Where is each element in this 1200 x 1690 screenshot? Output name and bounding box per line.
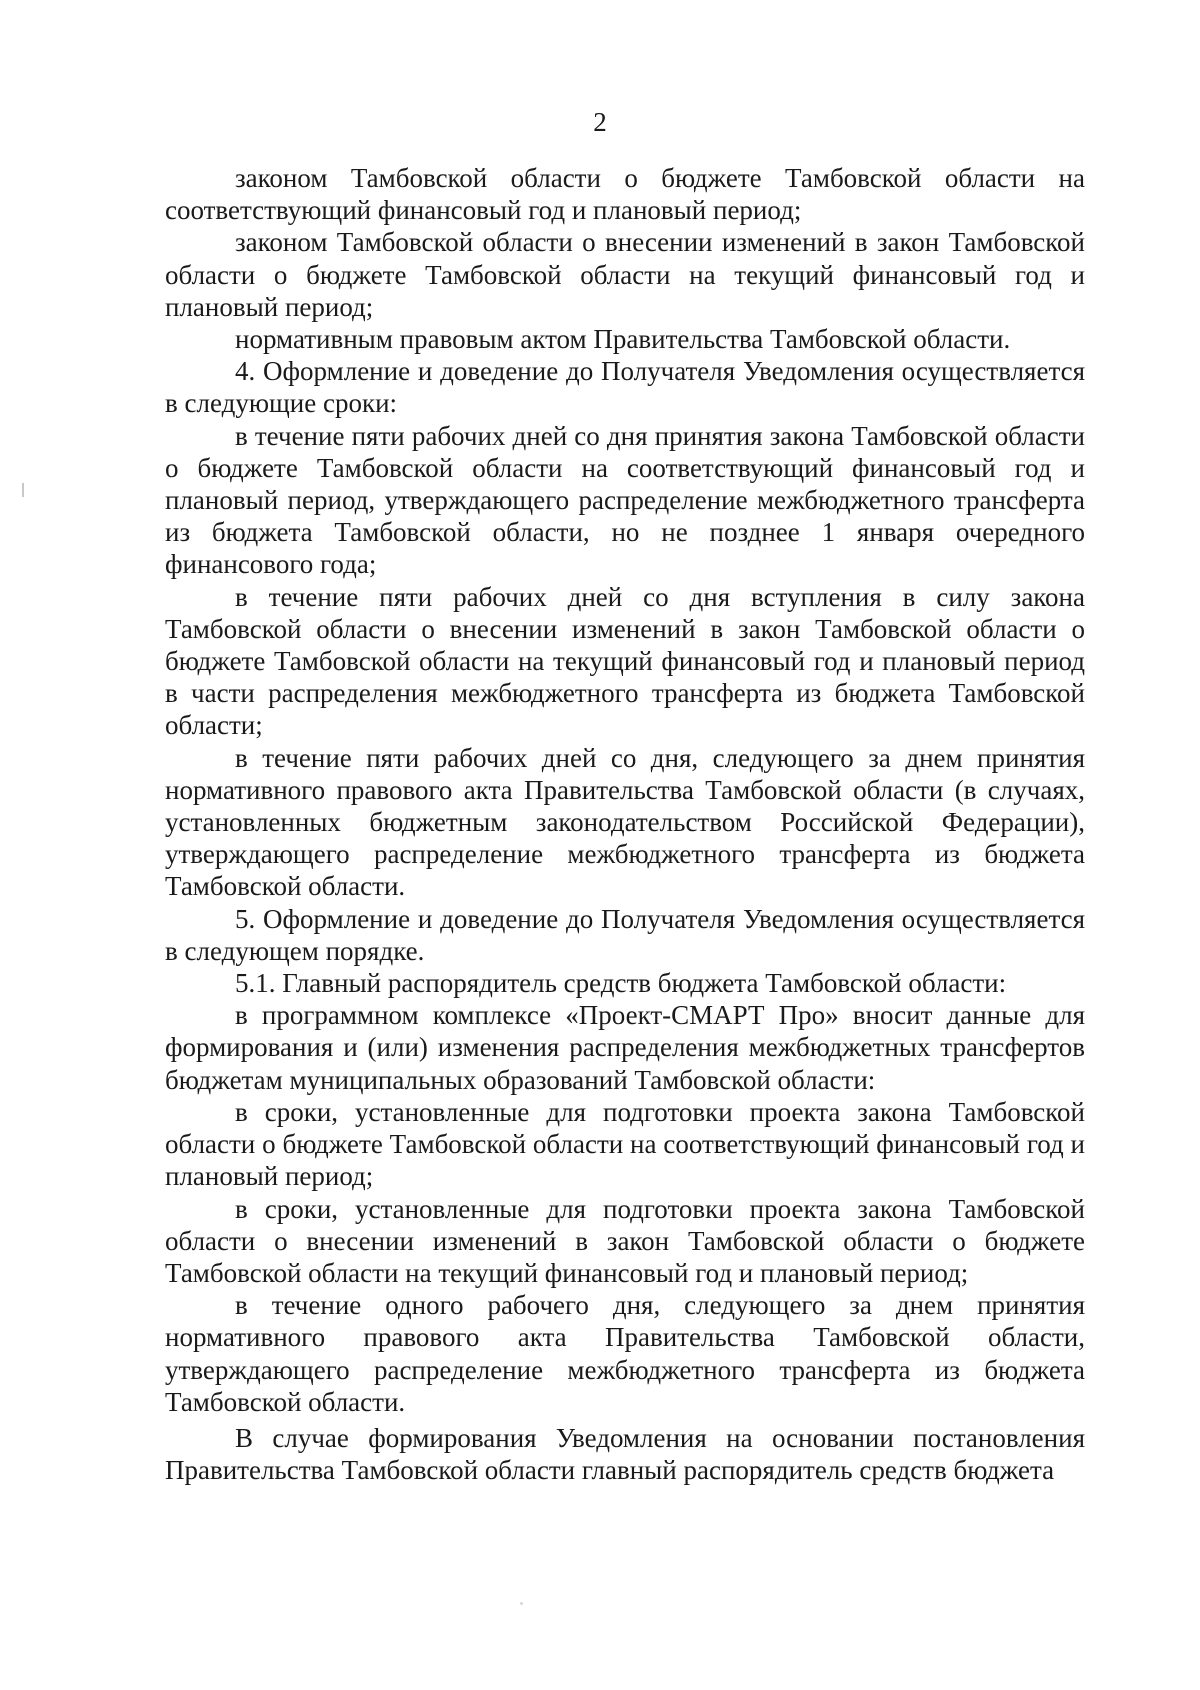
paragraph: в сроки, установленные для подготовки проекта закона Тамбовской области о бюджете Тамбовской области на соответствующий финансовый год и плановый период;	[165, 1096, 1085, 1192]
paragraph-item-5-1: 5.1. Главный распорядитель средств бюджета Тамбовской области:	[235, 968, 1007, 999]
paragraph-item-4: 4. Оформление и доведение до Получателя Уведомления осуществляется в следующие сроки:	[165, 356, 1085, 419]
paragraph: нормативным правовым актом Правительства Тамбовской области.	[235, 324, 1011, 355]
paragraph: в течение одного рабочего дня, следующего за днем принятия нормативного правового акта Правительства Тамбовской области, утверждающего распределение межбюджетного трансферта из бюджета Тамбовской области.	[165, 1290, 1085, 1417]
paragraph: В случае формирования Уведомления на основании постановления Правительства Тамбовской области главный распорядитель средств бюджета	[165, 1422, 1085, 1486]
paragraph: законом Тамбовской области о бюджете Тамбовской области на соответствующий финансовый год и плановый период;	[165, 163, 1085, 226]
paragraph: в течение пяти рабочих дней со дня, следующего за днем принятия нормативного правового акта Правительства Тамбовской области (в случаях, установленных бюджетным законодательством Российской Федерации), утверждающего распределение межбюджетного трансферта из бюджета Тамбовской области.	[165, 742, 1085, 902]
scan-margin-mark	[22, 483, 24, 497]
paragraph: в течение пяти рабочих дней со дня вступления в силу закона Тамбовской области о внесении изменений в закон Тамбовской области о бюджете Тамбовской области на текущий финансовый год и плановый период в части распределения межбюджетного трансферта из бюджета Тамбовской области;	[165, 581, 1085, 741]
paragraph: в сроки, установленные для подготовки проекта закона Тамбовской области о внесении изменений в закон Тамбовской области о бюджете Тамбовской области на текущий финансовый год и плановый период;	[165, 1193, 1085, 1288]
scan-speck	[520, 1602, 523, 1605]
paragraph: в программном комплексе «Проект-СМАРТ Про» вносит данные для формирования и (или) изменения распределения межбюджетных трансфертов бюджетам муниципальных образований Тамбовской области:	[165, 1000, 1085, 1095]
paragraph: в течение пяти рабочих дней со дня принятия закона Тамбовской области о бюджете Тамбовской области на соответствующий финансовый год и плановый период, утверждающего распределение межбюджетного трансферта из бюджета Тамбовской области, но не позднее 1 января очередного финансового года;	[165, 420, 1085, 580]
paragraph: законом Тамбовской области о внесении изменений в закон Тамбовской области о бюджете Тамбовской области на текущий финансовый год и плановый период;	[165, 227, 1085, 322]
page-number: 2	[593, 107, 607, 137]
document-body	[165, 162, 1085, 1486]
paragraph-item-5: 5. Оформление и доведение до Получателя Уведомления осуществляется в следующем порядке.	[165, 903, 1085, 966]
